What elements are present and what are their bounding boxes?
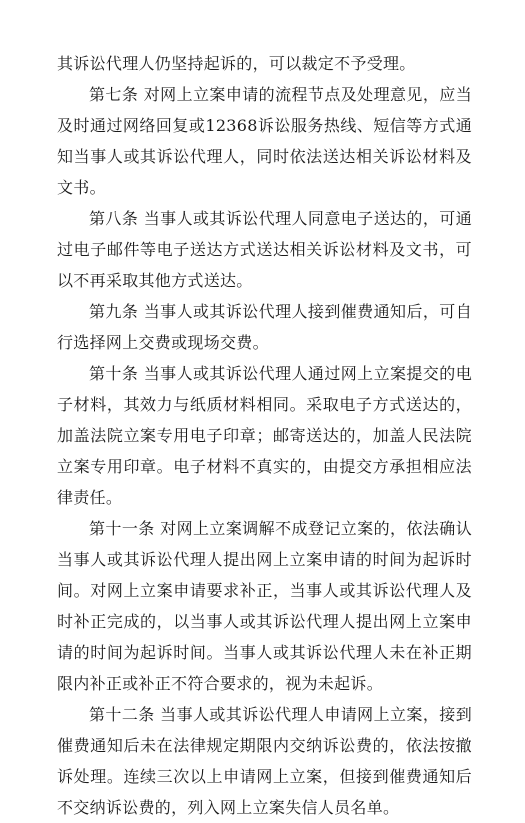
paragraph-article-8: 第八条 当事人或其诉讼代理人同意电子送达的，可通过电子邮件等电子送达方式送达相关诉讼材料及文书，可以不再采取其他方式送达。 <box>57 209 472 290</box>
paragraph-continuation: 其诉讼代理人仍坚持起诉的，可以裁定不予受理。 <box>57 54 416 73</box>
paragraph-article-9: 第九条 当事人或其诉讼代理人接到催费通知后，可自行选择网上交费或现场交费。 <box>57 302 472 352</box>
paragraph-article-11: 第十一条 对网上立案调解不成登记立案的，依法确认当事人或其诉讼代理人提出网上立案申请的时间为起诉时间。对网上立案申请要求补正，当事人或其诉讼代理人及时补正完成的，以当事人或其诉讼代理人提出网上立案申请的时间为起诉时间。当事人或其诉讼代理人未在补正期限内补正或补正不符合要求的，视为未起诉。 <box>57 519 472 693</box>
paragraph-article-10: 第十条 当事人或其诉讼代理人通过网上立案提交的电子材料，其效力与纸质材料相同。采取电子方式送达的，加盖法院立案专用电子印章；邮寄送达的，加盖人民法院立案专用印章。电子材料不真实的，由提交方承担相应法律责任。 <box>57 364 472 507</box>
document-body <box>57 48 472 823</box>
paragraph-article-7: 第七条 对网上立案申请的流程节点及处理意见，应当及时通过网络回复或12368诉讼服务热线、短信等方式通知当事人或其诉讼代理人，同时依法送达相关诉讼材料及文书。 <box>57 85 472 197</box>
paragraph-article-12: 第十二条 当事人或其诉讼代理人申请网上立案，接到催费通知后未在法律规定期限内交纳诉讼费的，依法按撤诉处理。连续三次以上申请网上立案，但接到催费通知后不交纳诉讼费的，列入网上立案失信人员名单。 <box>57 705 472 817</box>
